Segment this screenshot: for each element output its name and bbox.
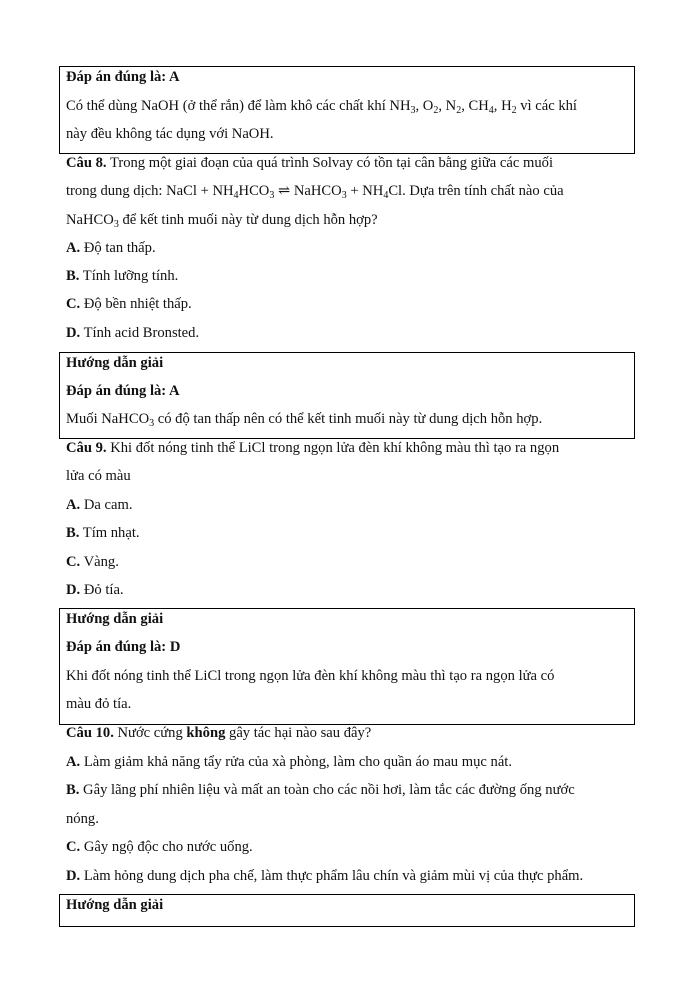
question-9-stem-line: lửa có màu [66,468,131,484]
option-text: Độ bền nhiệt thấp. [83,296,192,312]
subscript: 4 [233,190,239,201]
option-text: Da cam. [83,497,133,513]
option-letter: C. [66,296,81,312]
option-b [66,519,140,547]
option-letter: A. [66,240,81,256]
subscript: 3 [410,105,416,116]
option-letter: C. [66,839,81,855]
option-d [66,862,583,890]
option-c [66,290,192,318]
option-letter: A. [66,497,81,513]
option-letter: B. [66,525,80,541]
option-letter: B. [66,268,80,284]
subscript: 3 [149,418,155,429]
question-number: Câu 10. [66,725,114,741]
option-text: Tính acid Bronsted. [83,325,200,341]
subscript: 2 [511,105,517,116]
option-a [66,748,512,776]
option-text: Làm hỏng dung dịch pha chế, làm thực phẩm lâu chín và giảm mùi vị của thực phẩm. [83,868,584,884]
solution-heading: Hướng dẫn giải [66,355,164,371]
option-text: Gây lãng phí nhiên liệu và mất an toàn cho các nồi hơi, làm tắc các đường ống nước [83,782,575,798]
explanation-line: Có thể dùng NaOH (ở thể rắn) để làm khô các chất khí $NH_3$, $O_2$, $N_2$, $CH_4$, $H_2$ vì các khí [66,98,577,116]
question-8-stem [66,149,553,177]
stem-text: Khi đốt nóng tinh thể LiCl trong ngọn lửa đèn khí không màu thì tạo ra ngọn [110,440,560,456]
question-8-stem-line: trong dung dịch: NaCl + $NH_4HCO_3$ ⇌ NaHCO$_3$ + $NH_4Cl$. Dựa trên tính chất nào của [66,183,564,201]
option-text: Đỏ tía. [83,582,124,598]
option-b-continued: nóng. [66,811,99,827]
question-number: Câu 9. [66,440,107,456]
option-letter: D. [66,582,81,598]
subscript: 2 [433,105,439,116]
option-d [66,319,199,347]
option-b [66,262,178,290]
subscript: 4 [383,190,389,201]
answer-label: Đáp án đúng là: A [66,383,180,399]
explanation-line: này đều không tác dụng với NaOH. [66,126,274,142]
explanation-line: Khi đốt nóng tinh thể LiCl trong ngọn lửa đèn khí không màu thì tạo ra ngọn lửa có [66,668,555,684]
stem-emphasis: không [186,725,226,741]
option-b [66,776,575,804]
subscript: 2 [456,105,462,116]
option-a [66,491,132,519]
option-letter: B. [66,782,80,798]
option-letter: A. [66,754,81,770]
answer-label: Đáp án đúng là: D [66,639,181,655]
stem-text: Nước cứng [117,725,187,741]
solution-heading: Hướng dẫn giải [66,611,164,627]
question-number: Câu 8. [66,155,107,171]
option-c [66,548,119,576]
option-text: Làm giảm khả năng tẩy rửa của xà phòng, làm cho quần áo mau mục nát. [83,754,513,770]
subscript: 3 [269,190,275,201]
subscript: 4 [488,105,494,116]
stem-text: Trong một giai đoạn của quá trình Solvay có tồn tại cân bằng giữa các muối [109,155,553,171]
option-text: Gây ngộ độc cho nước uống. [83,839,253,855]
explanation-line: Muối NaHCO$_3$ có độ tan thấp nên có thể kết tinh muối này từ dung dịch hỗn hợp. [66,411,543,429]
question-8-stem-line: NaHCO$_3$ để kết tinh muối này từ dung dịch hỗn hợp? [66,212,378,230]
option-a [66,234,156,262]
option-letter: D. [66,868,81,884]
question-10-stem [66,719,371,747]
explanation-line: màu đỏ tía. [66,696,132,712]
option-text: Vàng. [83,554,119,570]
question-9-stem [66,434,559,462]
answer-label: Đáp án đúng là: A [66,69,180,85]
solution-heading: Hướng dẫn giải [66,897,164,913]
option-c [66,833,253,861]
stem-text: gây tác hại nào sau đây? [225,725,372,741]
option-letter: C. [66,554,81,570]
subscript: 3 [113,219,119,230]
option-letter: D. [66,325,81,341]
subscript: 3 [341,190,347,201]
option-text: Độ tan thấp. [83,240,156,256]
option-text: Tím nhạt. [82,525,140,541]
option-d [66,576,124,604]
option-text: Tính lưỡng tính. [82,268,179,284]
